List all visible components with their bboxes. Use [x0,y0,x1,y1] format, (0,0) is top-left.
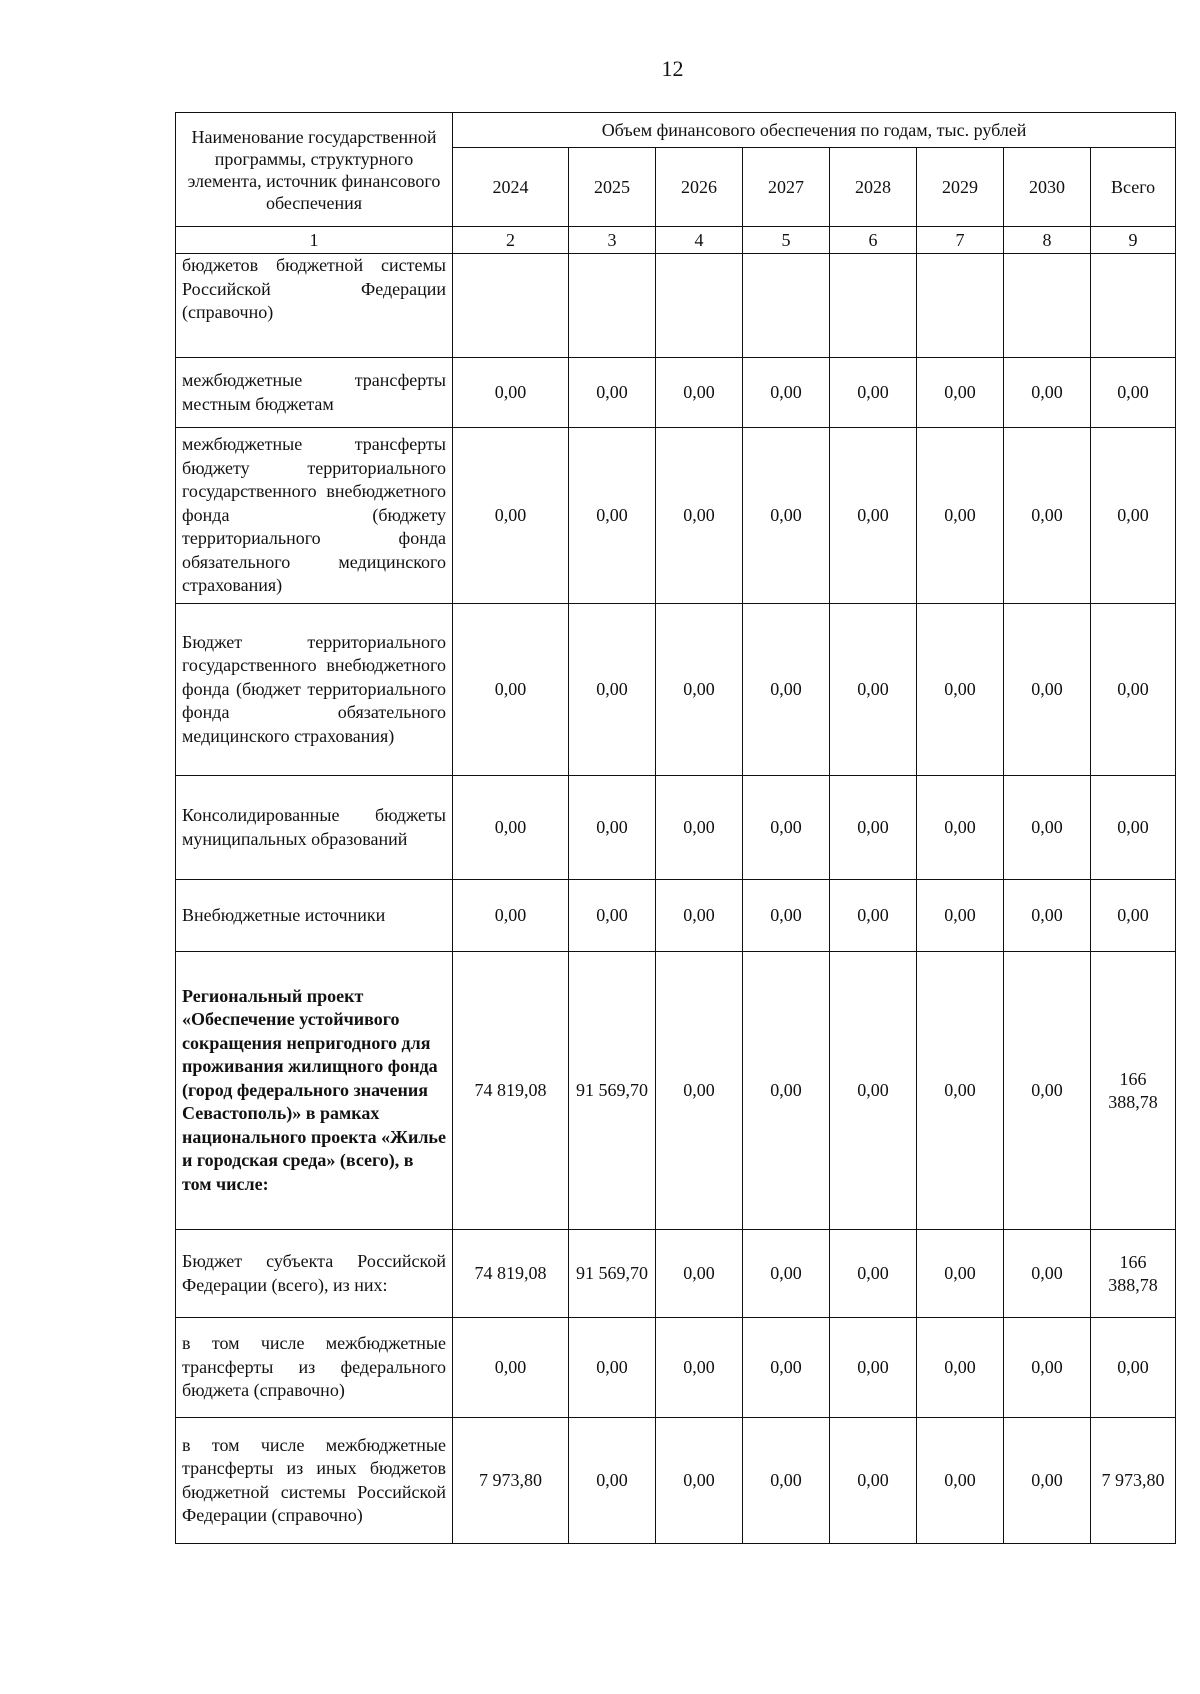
value-cell: 0,00 [917,880,1004,952]
value-cell: 0,00 [1004,428,1091,604]
value-cell: 0,00 [917,1230,1004,1318]
column-number: 5 [743,227,830,254]
value-cell: 0,00 [743,1230,830,1318]
value-cell: 0,00 [453,604,569,776]
value-cell: 0,00 [743,1418,830,1544]
value-cell: 0,00 [656,1418,743,1544]
year-header: 2025 [569,148,656,227]
value-cell: 0,00 [1004,604,1091,776]
value-cell: 0,00 [830,604,917,776]
value-cell: 0,00 [453,428,569,604]
total-value-cell: 0,00 [1091,358,1176,428]
row-label: бюджетов бюджетной системы Российской Федерации (справочно) [176,254,453,358]
value-cell: 0,00 [656,358,743,428]
table-row [176,604,1176,776]
value-cell: 0,00 [656,776,743,880]
total-value-cell [1091,254,1176,358]
value-cell: 0,00 [656,1318,743,1418]
name-column-header: Наименование государственной программы, структурного элемента, источник финансового обеспечения [176,113,453,227]
row-label: Консолидированные бюджеты муниципальных образований [176,776,453,880]
column-number: 7 [917,227,1004,254]
column-number: 4 [656,227,743,254]
value-cell: 0,00 [656,880,743,952]
value-cell: 0,00 [569,1418,656,1544]
value-cell: 0,00 [453,880,569,952]
value-cell: 0,00 [917,1318,1004,1418]
total-value-cell: 0,00 [1091,604,1176,776]
value-cell: 0,00 [917,358,1004,428]
year-header: 2026 [656,148,743,227]
row-label: межбюджетные трансферты бюджету территориального государственного внебюджетного фонда (бюджету территориального фонда обязательного медицинского страхования) [176,428,453,604]
table-row [176,254,1176,358]
value-cell: 0,00 [1004,1418,1091,1544]
value-cell: 0,00 [830,358,917,428]
value-cell: 0,00 [743,1318,830,1418]
value-cell [1004,254,1091,358]
value-cell [569,254,656,358]
table-row [176,1318,1176,1418]
value-cell: 0,00 [743,358,830,428]
value-cell: 7 973,80 [453,1418,569,1544]
value-cell: 74 819,08 [453,952,569,1230]
value-cell [917,254,1004,358]
value-cell: 0,00 [743,880,830,952]
row-label: Внебюджетные источники [176,880,453,952]
table-body [176,254,1176,1544]
value-cell: 74 819,08 [453,1230,569,1318]
column-number: 8 [1004,227,1091,254]
table-row [176,880,1176,952]
financing-table [175,112,1176,1544]
value-cell: 0,00 [453,1318,569,1418]
column-number: 2 [453,227,569,254]
row-label: в том числе межбюджетные трансферты из федерального бюджета (справочно) [176,1318,453,1418]
row-label: Региональный проект «Обеспечение устойчивого сокращения непригодного для проживания жилищного фонда (город федерального значения Севастополь)» в рамках национального проекта «Жилье и городская среда» (всего), в том числе: [176,952,453,1230]
total-value-cell: 0,00 [1091,1318,1176,1418]
row-label: Бюджет территориального государственного внебюджетного фонда (бюджет территориального фонда обязательного медицинского страхования) [176,604,453,776]
value-cell: 0,00 [1004,880,1091,952]
value-cell: 0,00 [569,604,656,776]
value-cell: 0,00 [656,428,743,604]
value-cell: 0,00 [917,428,1004,604]
value-cell: 0,00 [569,358,656,428]
value-cell: 0,00 [743,952,830,1230]
value-cell: 0,00 [830,1318,917,1418]
table-row [176,358,1176,428]
total-value-cell: 166 388,78 [1091,952,1176,1230]
column-number: 9 [1091,227,1176,254]
year-header: 2029 [917,148,1004,227]
value-cell: 91 569,70 [569,1230,656,1318]
value-cell: 0,00 [656,1230,743,1318]
column-number: 6 [830,227,917,254]
value-cell: 0,00 [1004,1318,1091,1418]
value-cell: 0,00 [830,952,917,1230]
value-cell: 0,00 [569,776,656,880]
table-row [176,1418,1176,1544]
total-value-cell: 166 388,78 [1091,1230,1176,1318]
total-value-cell: 0,00 [1091,428,1176,604]
table-row [176,776,1176,880]
value-cell: 0,00 [569,428,656,604]
value-cell [656,254,743,358]
year-header: 2027 [743,148,830,227]
value-cell: 0,00 [569,880,656,952]
value-cell: 0,00 [830,1230,917,1318]
table-row [176,952,1176,1230]
column-number: 3 [569,227,656,254]
row-label: в том числе межбюджетные трансферты из иных бюджетов бюджетной системы Российской Федерации (справочно) [176,1418,453,1544]
year-header: 2028 [830,148,917,227]
volume-header: Объем финансового обеспечения по годам, тыс. рублей [453,113,1176,148]
value-cell: 0,00 [830,776,917,880]
value-cell: 0,00 [1004,1230,1091,1318]
value-cell: 0,00 [830,428,917,604]
value-cell [453,254,569,358]
page-number: 12 [661,56,684,81]
column-number: 1 [176,227,453,254]
value-cell: 0,00 [830,1418,917,1544]
value-cell: 0,00 [569,1318,656,1418]
value-cell: 91 569,70 [569,952,656,1230]
value-cell: 0,00 [917,604,1004,776]
value-cell [830,254,917,358]
value-cell [743,254,830,358]
table-row [176,428,1176,604]
value-cell: 0,00 [743,604,830,776]
value-cell: 0,00 [656,952,743,1230]
total-value-cell: 0,00 [1091,776,1176,880]
value-cell: 0,00 [917,776,1004,880]
value-cell: 0,00 [743,776,830,880]
row-label: межбюджетные трансферты местным бюджетам [176,358,453,428]
value-cell: 0,00 [830,880,917,952]
value-cell: 0,00 [743,428,830,604]
value-cell: 0,00 [1004,358,1091,428]
row-label: Бюджет субъекта Российской Федерации (всего), из них: [176,1230,453,1318]
column-number-row [176,227,1176,254]
value-cell: 0,00 [656,604,743,776]
year-header: 2024 [453,148,569,227]
total-value-cell: 7 973,80 [1091,1418,1176,1544]
table-row [176,1230,1176,1318]
value-cell: 0,00 [917,1418,1004,1544]
value-cell: 0,00 [453,776,569,880]
value-cell: 0,00 [1004,952,1091,1230]
total-header: Всего [1091,148,1176,227]
value-cell: 0,00 [1004,776,1091,880]
value-cell: 0,00 [453,358,569,428]
year-header: 2030 [1004,148,1091,227]
total-value-cell: 0,00 [1091,880,1176,952]
value-cell: 0,00 [917,952,1004,1230]
